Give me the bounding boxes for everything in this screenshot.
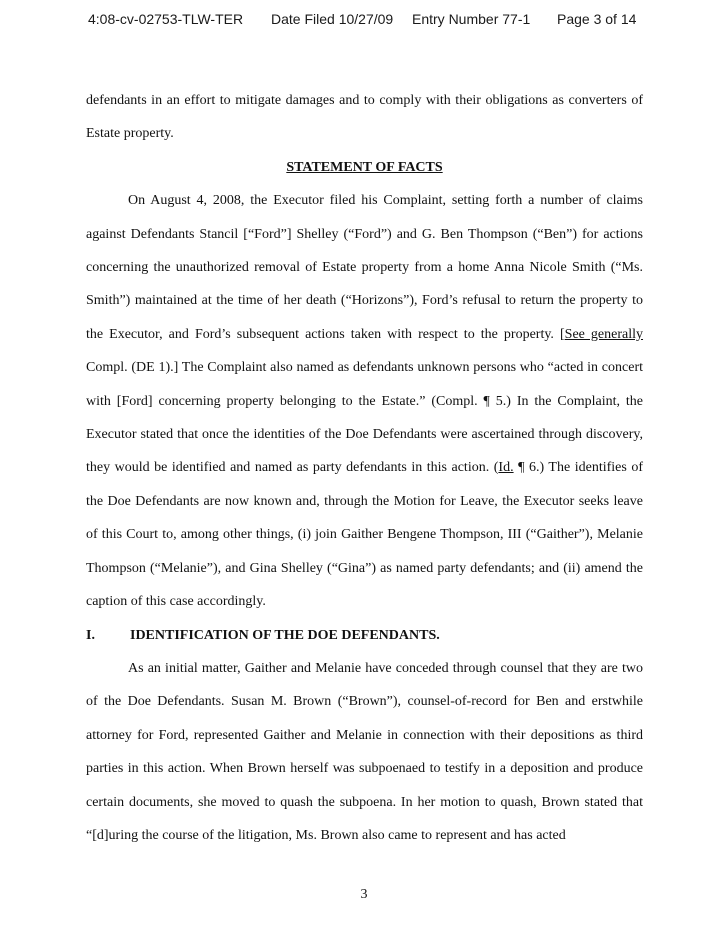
- facts-heading: STATEMENT OF FACTS: [286, 159, 443, 175]
- facts-text-part1: On August 4, 2008, the Executor filed his Complaint, setting forth a number of claims against Defendants Stancil [“Ford”] Shelley (“Ford”) and G. Ben Thompson (“Ben”) for actions concerning the unauthorized removal of Estate property from a home Anna Nicole Smith (“Ms. Smith”) maintained at the time of her death (“Horizons”), Ford’s refusal to return the property to the Executor, and Ford’s subsequent actions taken with respect to the property. [: [86, 193, 643, 342]
- page-of: Page 3 of 14: [557, 11, 637, 27]
- see-generally-citation: See generally: [564, 326, 644, 342]
- facts-paragraph: [86, 184, 643, 618]
- entry-number: Entry Number 77-1: [412, 11, 531, 27]
- document-body: [86, 84, 643, 852]
- section-title: IDENTIFICATION OF THE DOE DEFENDANTS.: [130, 627, 440, 643]
- case-number: 4:08-cv-02753-TLW-TER: [88, 11, 244, 27]
- section-heading: [86, 619, 643, 652]
- id-citation: Id.: [498, 460, 514, 476]
- facts-text-part2: Compl. (DE 1).] The Complaint also named as defendants unknown persons who “acted in concert with [Ford] concerning property belonging to the Estate.” (Compl. ¶ 5.) In the Complaint, the Executor stated that once the identities of the Doe Defendants were ascertained through discovery, they would be identified and named as party defendants in this action. (: [86, 360, 643, 476]
- section-number: I.: [86, 627, 95, 643]
- intro-paragraph: defendants in an effort to mitigate damages and to comply with their obligations as converters of Estate property.: [86, 93, 643, 142]
- page-number: 3: [360, 887, 368, 902]
- facts-text-part3: ¶ 6.) The identifies of the Doe Defendants are now known and, through the Motion for Leave, the Executor seeks leave of this Court to, among other things, (i) join Gaither Bengene Thompson, III (“Gaither”), Melanie Thompson (“Melanie”), and Gina Shelley (“Gina”) as named party defendants; and (ii) amend the caption of this case accordingly.: [86, 460, 643, 610]
- section-paragraph: As an initial matter, Gaither and Melanie have conceded through counsel that they are two of the Doe Defendants. Susan M. Brown (“Brown”), counsel-of-record for Ben and erstwhile attorney for Ford, represented Gaither and Melanie in connection with their depositions as third parties in this action. When Brown herself was subpoenaed to testify in a deposition and produce certain documents, she moved to quash the subpoena. In her motion to quash, Brown stated that “[d]uring the course of the litigation, Ms. Brown also came to represent and has acted: [86, 660, 643, 843]
- date-filed: Date Filed 10/27/09: [271, 11, 394, 27]
